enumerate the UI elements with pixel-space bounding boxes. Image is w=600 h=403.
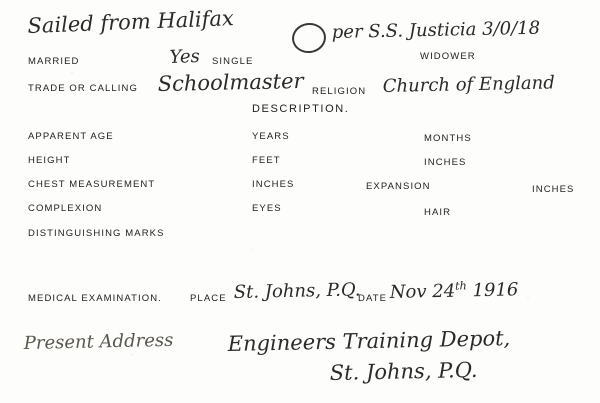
section-heading-description: DESCRIPTION.: [252, 103, 350, 115]
medical-date-ordinal-suffix: th: [454, 279, 467, 293]
label-eyes: EYES: [252, 203, 282, 214]
medical-date-value: [390, 278, 519, 303]
medical-date-text: Nov 24: [389, 280, 456, 303]
label-medical-examination: MEDICAL EXAMINATION.: [28, 293, 162, 304]
label-complexion: COMPLEXION: [28, 203, 103, 214]
label-years: YEARS: [252, 131, 290, 142]
present-address-line-1: Engineers Training Depot,: [227, 326, 511, 356]
label-inches-expansion: INCHES: [532, 184, 575, 195]
label-place: PLACE: [190, 293, 227, 304]
label-height: HEIGHT: [28, 155, 71, 166]
present-address-label: Present Address: [23, 329, 174, 354]
label-inches-chest: INCHES: [252, 179, 295, 190]
label-months: MONTHS: [424, 133, 472, 144]
present-address-line-2: St. Johns, P.Q.: [329, 357, 478, 385]
label-married: MARRIED: [28, 56, 80, 67]
married-value: Yes: [169, 45, 201, 68]
label-single: SINGLE: [212, 56, 254, 67]
ship-entry: per S.S. Justicia 3/0/18: [331, 17, 541, 43]
label-trade-or-calling: TRADE OR CALLING: [28, 83, 138, 94]
label-date: DATE: [358, 293, 388, 304]
label-religion: RELIGION: [312, 86, 367, 97]
medical-place-value: St. Johns, P.Q.: [233, 279, 361, 303]
trade-or-calling-value: Schoolmaster: [157, 68, 304, 96]
hand-drawn-circle-mark: [290, 21, 328, 55]
religion-value: Church of England: [382, 72, 556, 97]
label-expansion: EXPANSION: [366, 181, 431, 192]
label-hair: HAIR: [424, 207, 452, 218]
label-feet: FEET: [252, 155, 281, 166]
label-widower: WIDOWER: [420, 51, 476, 62]
medical-date-year: 1916: [472, 279, 519, 302]
label-inches-height: INCHES: [424, 157, 467, 168]
label-chest-measurement: CHEST MEASUREMENT: [28, 179, 156, 190]
label-apparent-age: APPARENT AGE: [28, 131, 114, 142]
sailed-from-entry: Sailed from Halifax: [27, 6, 235, 38]
label-distinguishing-marks: DISTINGUISHING MARKS: [28, 228, 165, 239]
